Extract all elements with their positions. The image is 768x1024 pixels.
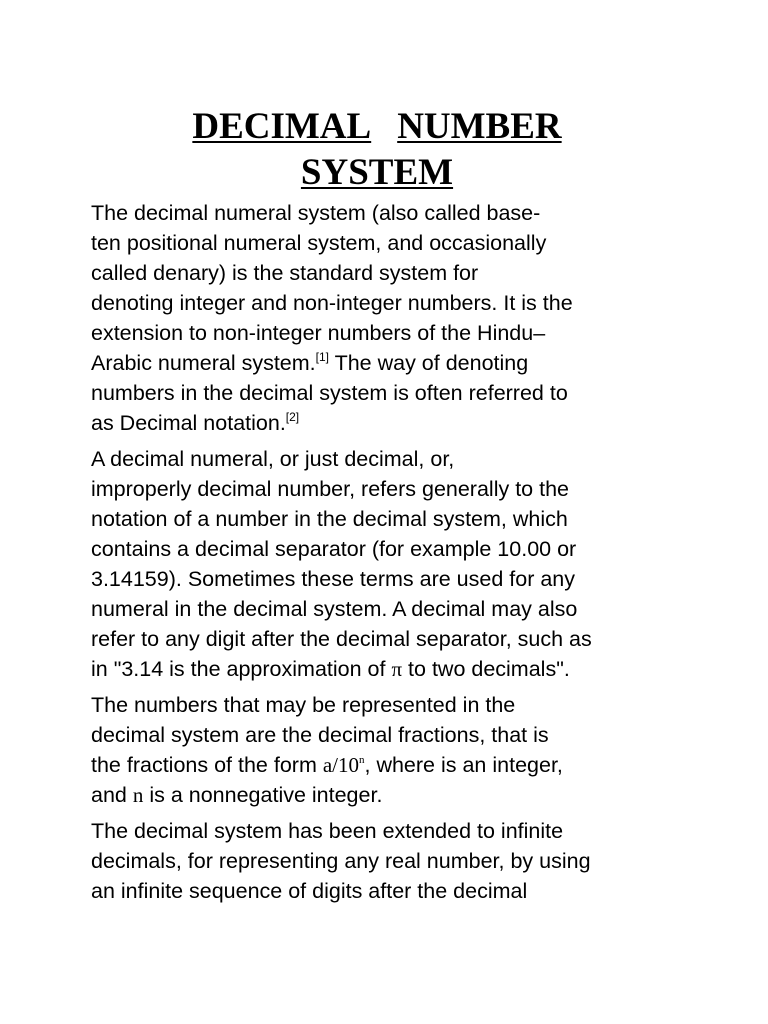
text-line: notation of a number in the decimal system, which xyxy=(91,507,568,531)
paragraph-intro xyxy=(91,198,691,438)
text-segment: and xyxy=(91,783,133,807)
pi-symbol: π xyxy=(391,657,403,681)
variable-n: n xyxy=(132,783,144,807)
title-word-system: SYSTEM xyxy=(300,152,454,193)
text-line xyxy=(91,780,691,810)
text-line: The decimal numeral system (also called base- xyxy=(91,201,541,225)
text-line: decimal system are the decimal fractions, that is xyxy=(91,723,549,747)
text-line xyxy=(91,750,691,780)
text-line: extension to non-integer numbers of the Hindu– xyxy=(91,321,546,345)
text-line: The numbers that may be represented in the xyxy=(91,693,516,717)
title-word-decimal: DECIMAL xyxy=(192,106,372,147)
text-segment: as Decimal notation. xyxy=(91,411,286,435)
paragraph-decimal-numeral xyxy=(91,444,691,684)
text-line: denoting integer and non-integer numbers. It is the xyxy=(91,291,573,315)
paragraph-infinite-decimals xyxy=(91,816,691,906)
text-segment: the fractions of the form xyxy=(91,753,323,777)
text-line: numbers in the decimal system is often referred to xyxy=(91,381,568,405)
formula-base: a/10 xyxy=(322,753,359,777)
text-line: A decimal numeral, or just decimal, or, xyxy=(91,447,455,471)
formula-exponent: n xyxy=(359,754,365,766)
title-word-number: NUMBER xyxy=(397,106,562,147)
text-segment: Arabic numeral system. xyxy=(91,351,316,375)
text-segment: The way of denoting xyxy=(328,351,529,375)
text-line xyxy=(91,408,691,438)
text-segment: , where is an integer, xyxy=(364,753,563,777)
text-line: decimals, for representing any real number, by using xyxy=(91,849,591,873)
citation-ref-1[interactable]: [1] xyxy=(315,350,329,364)
text-segment: is a nonnegative integer. xyxy=(143,783,383,807)
text-line: 3.14159). Sometimes these terms are used for any xyxy=(91,567,575,591)
page-content xyxy=(91,104,691,912)
text-line xyxy=(91,348,691,378)
text-line xyxy=(91,654,691,684)
text-line: The decimal system has been extended to infinite xyxy=(91,819,564,843)
text-line: numeral in the decimal system. A decimal may also xyxy=(91,597,578,621)
fraction-formula xyxy=(323,753,365,777)
text-segment: to two decimals". xyxy=(402,657,570,681)
text-line: contains a decimal separator (for example 10.00 or xyxy=(91,537,577,561)
text-line: refer to any digit after the decimal separator, such as xyxy=(91,627,592,651)
document-title xyxy=(77,104,677,196)
text-line: called denary) is the standard system for xyxy=(91,261,479,285)
text-line: improperly decimal number, refers generally to the xyxy=(91,477,569,501)
paragraph-decimal-fractions xyxy=(91,690,691,810)
text-line: ten positional numeral system, and occasionally xyxy=(91,231,547,255)
citation-ref-2[interactable]: [2] xyxy=(285,410,300,424)
text-segment: in "3.14 is the approximation of xyxy=(91,657,392,681)
text-line: an infinite sequence of digits after the decimal xyxy=(91,879,528,903)
